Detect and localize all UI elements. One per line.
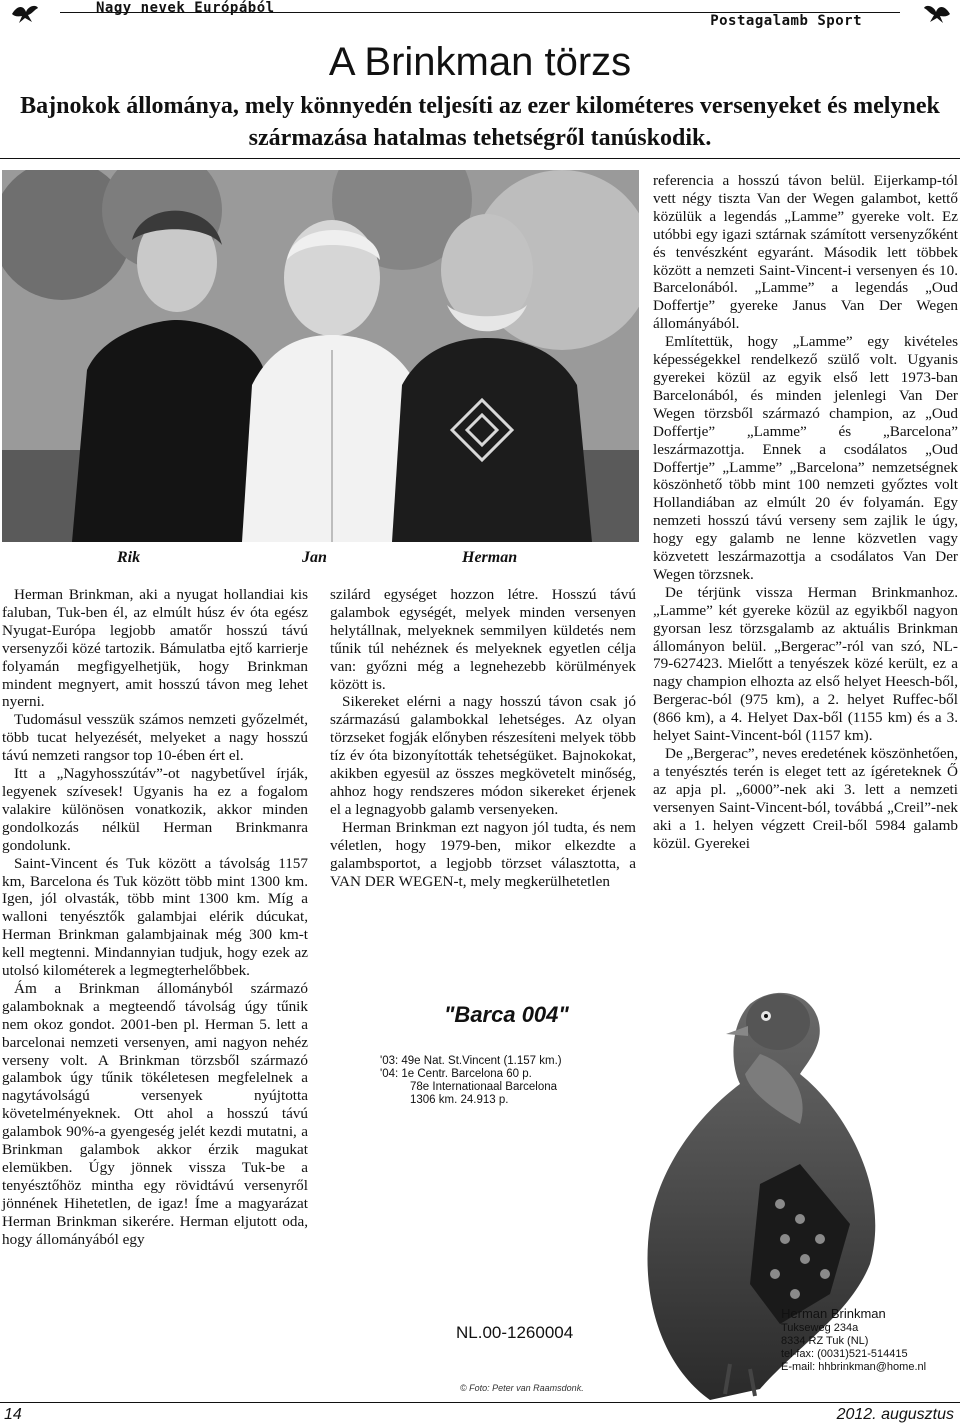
section-label-right: Postagalamb Sport bbox=[710, 13, 862, 29]
paragraph: Itt a „Nagyhosszútáv”-ot nagybetűvel írják, legyenek szívesek! Ugyanis ha ez a fogalom valakire különösen vonatkozik, akkor minden gondolkozás nélkül Herman Brinkmanra gondolunk. bbox=[2, 765, 308, 854]
pigeon-result-line: '04: 1e Centr. Barcelona 60 p. bbox=[380, 1068, 532, 1080]
paragraph: De térjünk vissza Herman Brinkmanhoz. „Lamme” két gyereke közül az egyikből nagyon gyorsan lesz törzsgalamb az aktuális Brinkman állományon belül. „Bergerac”-ról van szó, NL-79-627423. Mielőtt a tenyészek közé került, ez a nagy champion elhozta az első helyet Heesch-ből, Bergerac-ból (975 km), a 2. helyet Ruffec-ből (866 km), a 4. Helyet Dax-ből (1155 km) és a 3. helyet Saint-Vincent-ból (1157 km). bbox=[653, 583, 958, 745]
paragraph: Saint-Vincent és Tuk között a távolság 1157 km, Barcelona és Tuk között több mint 1300 km. Igen, jól olvasták, több mint 1300 km. Míg a walloni tenyésztők galambjai elérik dúcukat, Herman Brinkman galambjainak még 300 km-t kell megtenni. Mindannyian tudjuk, hogy ezek az utolsó kilométerek a legmegterhelőbbek. bbox=[2, 854, 308, 980]
footer-rule bbox=[0, 1402, 960, 1403]
article-subtitle: Bajnokok állománya, mely könnyedén teljesíti az ezer kilométeres versenyeket és melynek származása hatalmas tehetségről tanúskodik. bbox=[20, 93, 940, 151]
paragraph: Herman Brinkman ezt nagyon jól tudta, és nem véletlen, hogy 1979-ben, mikor elkezdte a galambsportot, a legjobb törzset választotta, a VAN DER WEGEN-t, mely megkerülhetetlen bbox=[330, 818, 636, 890]
owner-email: E-mail: hhbrinkman@home.nl bbox=[781, 1361, 927, 1373]
owner-address: Tukseweg 234a bbox=[781, 1322, 859, 1334]
paragraph: Tudomásul vesszük számos nemzeti győzelmét, több tucat helyezését, melyeket a nagy hosszú távú nemzeti rangsor top 10-ében ért el. bbox=[2, 711, 308, 765]
page-number: 14 bbox=[4, 1406, 22, 1423]
article-column-3 bbox=[653, 172, 958, 852]
pigeon-result-line: '03: 49e Nat. St.Vincent (1.157 km.) bbox=[380, 1055, 562, 1067]
photo-credit: © Foto: Peter van Raamsdonk. bbox=[460, 1383, 584, 1393]
title-rule bbox=[0, 158, 960, 159]
paragraph: Sikereket elérni a nagy hosszú távon csak jó származású galambokkal lehetséges. Az olyan törzseket fogják előnyben részesíteni melyek több tíz év óta bizonyították tehetségüket. Bajnokokat, akikben egyesül az összes megkövetelt minőség, ahhoz hogy rendszeres módon sikereket érjenek el a legnagyobb galamb versenyeken. bbox=[330, 693, 636, 818]
pigeon-name: "Barca 004" bbox=[444, 1002, 569, 1027]
paragraph: Említettük, hogy „Lamme” egy kivételes képességekkel rendelkező szülő volt. Ugyanis gyerekei közül az egyik első lett 1973-ban Barcelonából, és minden jelenlegi Van Der Wegen törzsből származó champion, az „Oud Doffertje” „Lamme” és „Barcelona” leszármazottja. Ennek a csodálatos „Oud Doffertje” „Lamme” „Barcelona” nemzetségnek köszönhető több mint 100 nemzeti győztes volt Hollandiában az elmúlt 20 év folyamán. Egy nemzeti hosszú távú verseny sem zajlik le úgy, hogy egy galamb ne lenne közvetlen vagy közvetett leszármazottja a csodálatos Van Der Wegen törzsnek. bbox=[653, 333, 958, 583]
ring-number: NL.00-1260004 bbox=[456, 1323, 574, 1342]
dove-logo-right bbox=[922, 2, 952, 26]
issue-date: 2012. augusztus bbox=[836, 1406, 954, 1423]
article-title: A Brinkman törzs bbox=[328, 40, 632, 84]
paragraph: De „Bergerac”, neves eredetének köszönhetően, a tenyésztés terén is eleget tett az ígéreteknek Ő az apja pl. „6000”-nek aki 3. lett a nemzeti versenyen Saint-Vincent-ból, továbbá „Creil”-nek aki a 1. helyen végzett Creil-ből 5984 galamb közül. Gyerekei bbox=[653, 745, 958, 852]
owner-name: Herman Brinkman bbox=[781, 1306, 886, 1321]
owner-phone: tel-fax: (0031)521-514415 bbox=[781, 1348, 908, 1360]
family-photo bbox=[2, 170, 639, 542]
pigeon-result-line: 78e Internationaal Barcelona bbox=[410, 1081, 558, 1093]
caption-herman: Herman bbox=[462, 549, 518, 566]
article-column-1 bbox=[2, 586, 308, 1249]
paragraph: szilárd egységet hozzon létre. Hosszú távú galambok egységét, melyek minden versenyen helytállnak, melyeknek semmilyen küldetés nem tűnik túl nehéznek és melyeknek egyetlen célja van: győzni még a legnehezebb körülmények között is. bbox=[330, 586, 636, 693]
article-column-2 bbox=[330, 586, 636, 890]
owner-city: 8334 RZ Tuk (NL) bbox=[781, 1335, 869, 1347]
family-photo-illustration bbox=[2, 170, 639, 542]
paragraph: referencia a hosszú távon belül. Eijerkamp-tól vett négy tiszta Van der Wegen galambot, kettő közülük a legendás „Lamme” gyereke volt. Ez utóbbi egy igazi sztárnak számított versenyzőként és tenvészként egyaránt. Második lett többek között a nemzeti Saint-Vincent-i versenyen és 10. Barcelonából. „Lamme” a legendás „Oud Doffertje” gyereke Janus Van Der Wegen állományából. bbox=[653, 172, 958, 333]
paragraph: Ám a Brinkman állományból származó galamboknak a megteendő távolság úgy tűnik nem okoz gondot. 2001-ben pl. Herman 5. lett a barcelonai nemzeti versenyen, ami nagyon nehéz verseny volt. A Brinkman törzsből származó galambok úgy tűnik tökéletesen megfelelnek a nagytávolságú versenyek nyújtotta követelményeknek. Ott ahol a hosszú távú galambok 90%-a gyengeség jelét kezdi mutatni, a Brinkman galambok akkor érzik magukat elemükben. Úgy jönnek vissza Tuk-be a tenyésztőhöz mintha egy rövidtávú versenyről jönnének Hihetetlen, de igaz! Íme a magyarázat Herman Brinkman sikerére. Herman eljutott oda, hogy állományából egy bbox=[2, 979, 308, 1248]
dove-logo-left bbox=[10, 2, 40, 26]
section-label-left: Nagy nevek Európából bbox=[96, 0, 275, 16]
caption-jan: Jan bbox=[302, 549, 327, 566]
paragraph: Herman Brinkman, aki a nyugat hollandiai kis faluban, Tuk-ben él, az elmúlt húsz év óta egész Nyugat-Európa legjobb amatőr hosszú távú versenyzői közé tartozik. Bámulatba ejtő karrierje folyamán megfigyelhetjük, hogy Brinkman mindent megnyert, amit hosszú távon meg lehet nyerni. bbox=[2, 586, 308, 711]
pigeon-result-line: 1306 km. 24.913 p. bbox=[410, 1094, 509, 1106]
caption-rik: Rik bbox=[117, 549, 141, 566]
